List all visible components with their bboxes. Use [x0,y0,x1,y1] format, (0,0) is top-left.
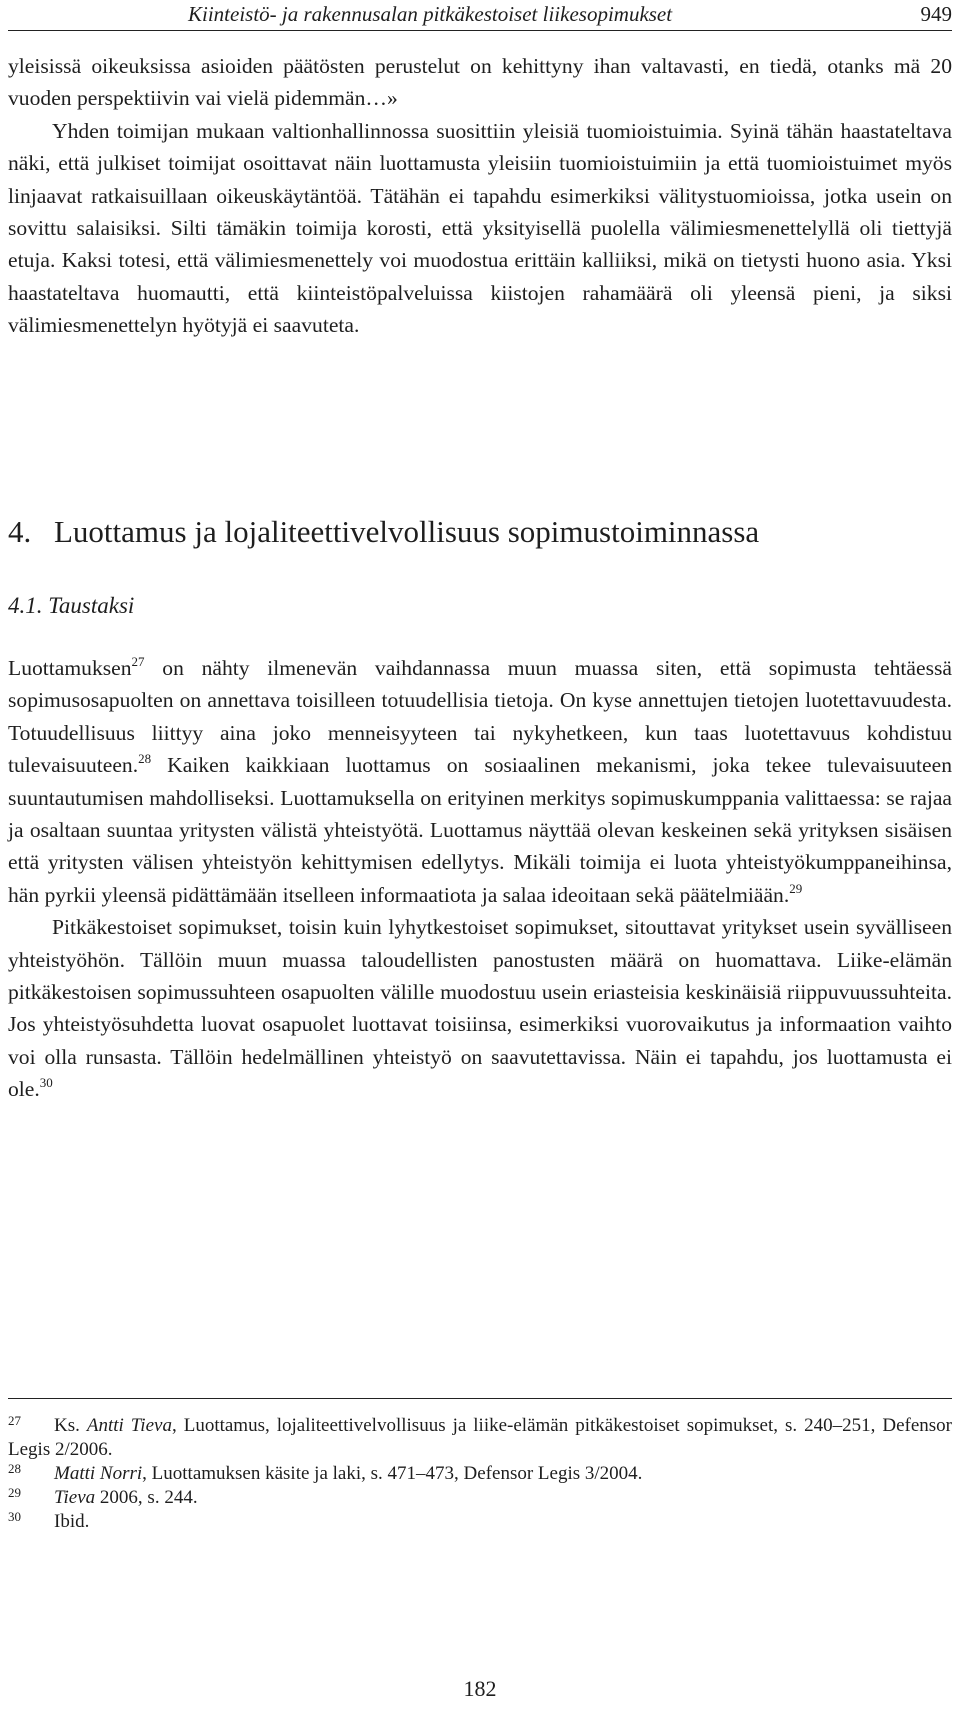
footnote-ref-30[interactable]: 30 [39,1075,53,1091]
footnote-text: 2006, s. 244. [95,1487,198,1508]
footnote-27: 27 Ks. Antti Tieva, Luottamus, lojaliteettivelvollisuus ja liike-elämän pitkäkestoiset sopimukset, s. 240–251, Defensor Legis 2/2006. [8,1413,952,1460]
paragraph-text: Luottamuksen [8,656,132,680]
footnote-28: 28 Matti Norri, Luottamuksen käsite ja laki, s. 471–473, Defensor Legis 3/2004. [8,1461,643,1484]
running-header-page-number: 949 [920,2,952,26]
footnote-text: Ibid. [54,1511,90,1532]
paragraph-text: Pitkäkestoiset sopimukset, toisin kuin lyhytkestoiset sopimukset, sitouttavat yritykset usein syvälliseen yhteistyöhön. Tällöin muun muassa taloudellisten panostusten määrä on huomattava. Liike-elämän pitkäkestoisen sopimussuhteen osapuolten välille muodostuu usein eriasteisia keskinäisiä riippuvuussuhteita. Jos yhteistyösuhdetta luovat osapuolet luottavat toisiinsa, esimerkiksi vuorovaikutus ja informaation vaihto voi olla runsasta. Tällöin hedelmällinen yhteistyö on saavutettavissa. Näin ei tapahdu, jos luottamusta ei ole. [8,915,952,1102]
section-heading [8,512,952,552]
footnotes [8,1414,952,1534]
paragraph-arbitration-views: Yhden toimijan mukaan valtionhallinnossa suosittiin yleisiä tuomioistuimia. Syinä tähän haastateltava näki, että julkiset toimijat osoittavat näin luottamusta yleisiin tuomioistuimiin ja että tuomioistuimet myös linjaavat ratkaisuillaan oikeuskäytäntöä. Tätähän ei tapahdu esimerkiksi välitystuomioissa, jotka usein on sovittu salaisiksi. Silti tämäkin toimija korosti, että yksityisellä puolella välimiesmenettelyllä oli tiettyjä etuja. Kaksi totesi, että välimiesmenettely voi muodostua erittäin kalliiksi, mikä on tietysti huono asia. Yksi haastateltava huomautti, että kiinteistöpalveluissa kiistojen rahamäärä oli yleensä pieni, ja siksi välimiesmenettelyn hyötyjä ei saavuteta. [8,118,952,338]
footnote-text: , Luottamuksen käsite ja laki, s. 471–473, Defensor Legis 3/2004. [142,1463,643,1484]
body-text-top [8,50,952,342]
running-header-title: Kiinteistö- ja rakennusalan pitkäkestoiset liikesopimukset [188,2,673,26]
footnote-ref-27[interactable]: 27 [131,654,145,669]
footnote-author: Matti Norri [54,1463,143,1484]
page-number: 182 [463,1676,497,1701]
footnote-ref-29[interactable]: 29 [789,880,803,896]
paragraph-text: Kaiken kaikkiaan luottamus on sosiaalinen mekanismi, joka tekee tulevaisuuteen suuntautumisen mahdolliseksi. Luottamuksella on erityinen merkitys sopimuskumppania valittaessa: se rajaa ja osaltaan suuntaa yritysten välistä yhteistyötä. Luottamus näyttää olevan keskeinen sekä yrityksen sisäisen että yritysten välisen yhteistyön kehittymisen edellytys. Mikäli toimija ei luota yhteistyökumppaneihinsa, hän pyrkii yleensä pidättämään itselleen informaatiota ja salaa ideoitaan sekä päätelmiään. [8,753,952,907]
footnote-prefix: Ks. [54,1415,87,1436]
paragraph-long-term-contracts [8,911,952,1105]
footnote-29: 29 Tieva 2006, s. 244. [8,1485,198,1508]
footnote-divider [8,1398,952,1399]
footnote-text: , Luottamus, lojaliteettivelvollisuus ja liike-elämän pitkäkestoiset sopimukset, s. 240–251, Defensor Legis 2/2006. [8,1415,952,1460]
footnote-30: 30 Ibid. [8,1509,90,1532]
footnote-author: Tieva [54,1487,96,1508]
footnote-ref-28[interactable]: 28 [138,751,152,767]
body-text-section [8,652,952,1106]
section-title: Luottamus ja lojaliteettivelvollisuus sopimustoiminnassa [54,514,760,549]
paragraph-text: on nähty ilmenevän vaihdannassa muun muassa siten, että sopimusta tehtäessä sopimusosapuolten on annettava toisilleen totuudellisia tietoja. On kyse annettujen tietojen luotettavuudesta. Totuudellisuus liittyy aina joko menneisyyteen tai nykyhetkeen, kun taas luotettavuus kohdistuu tulevaisuuteen. [8,656,952,778]
section-number: 4. [8,514,32,549]
subsection-heading: 4.1. Taustaksi [8,593,135,618]
running-header [8,0,952,31]
footnote-author: Antti Tieva [86,1415,172,1436]
paragraph-trust-background [8,652,952,911]
paragraph-quote-continuation: yleisissä oikeuksissa asioiden päätösten perustelut on kehittyny ihan valtavasti, en tiedä, otanks mä 20 vuoden perspektiivin vai vielä pidemmän…» [8,54,952,111]
